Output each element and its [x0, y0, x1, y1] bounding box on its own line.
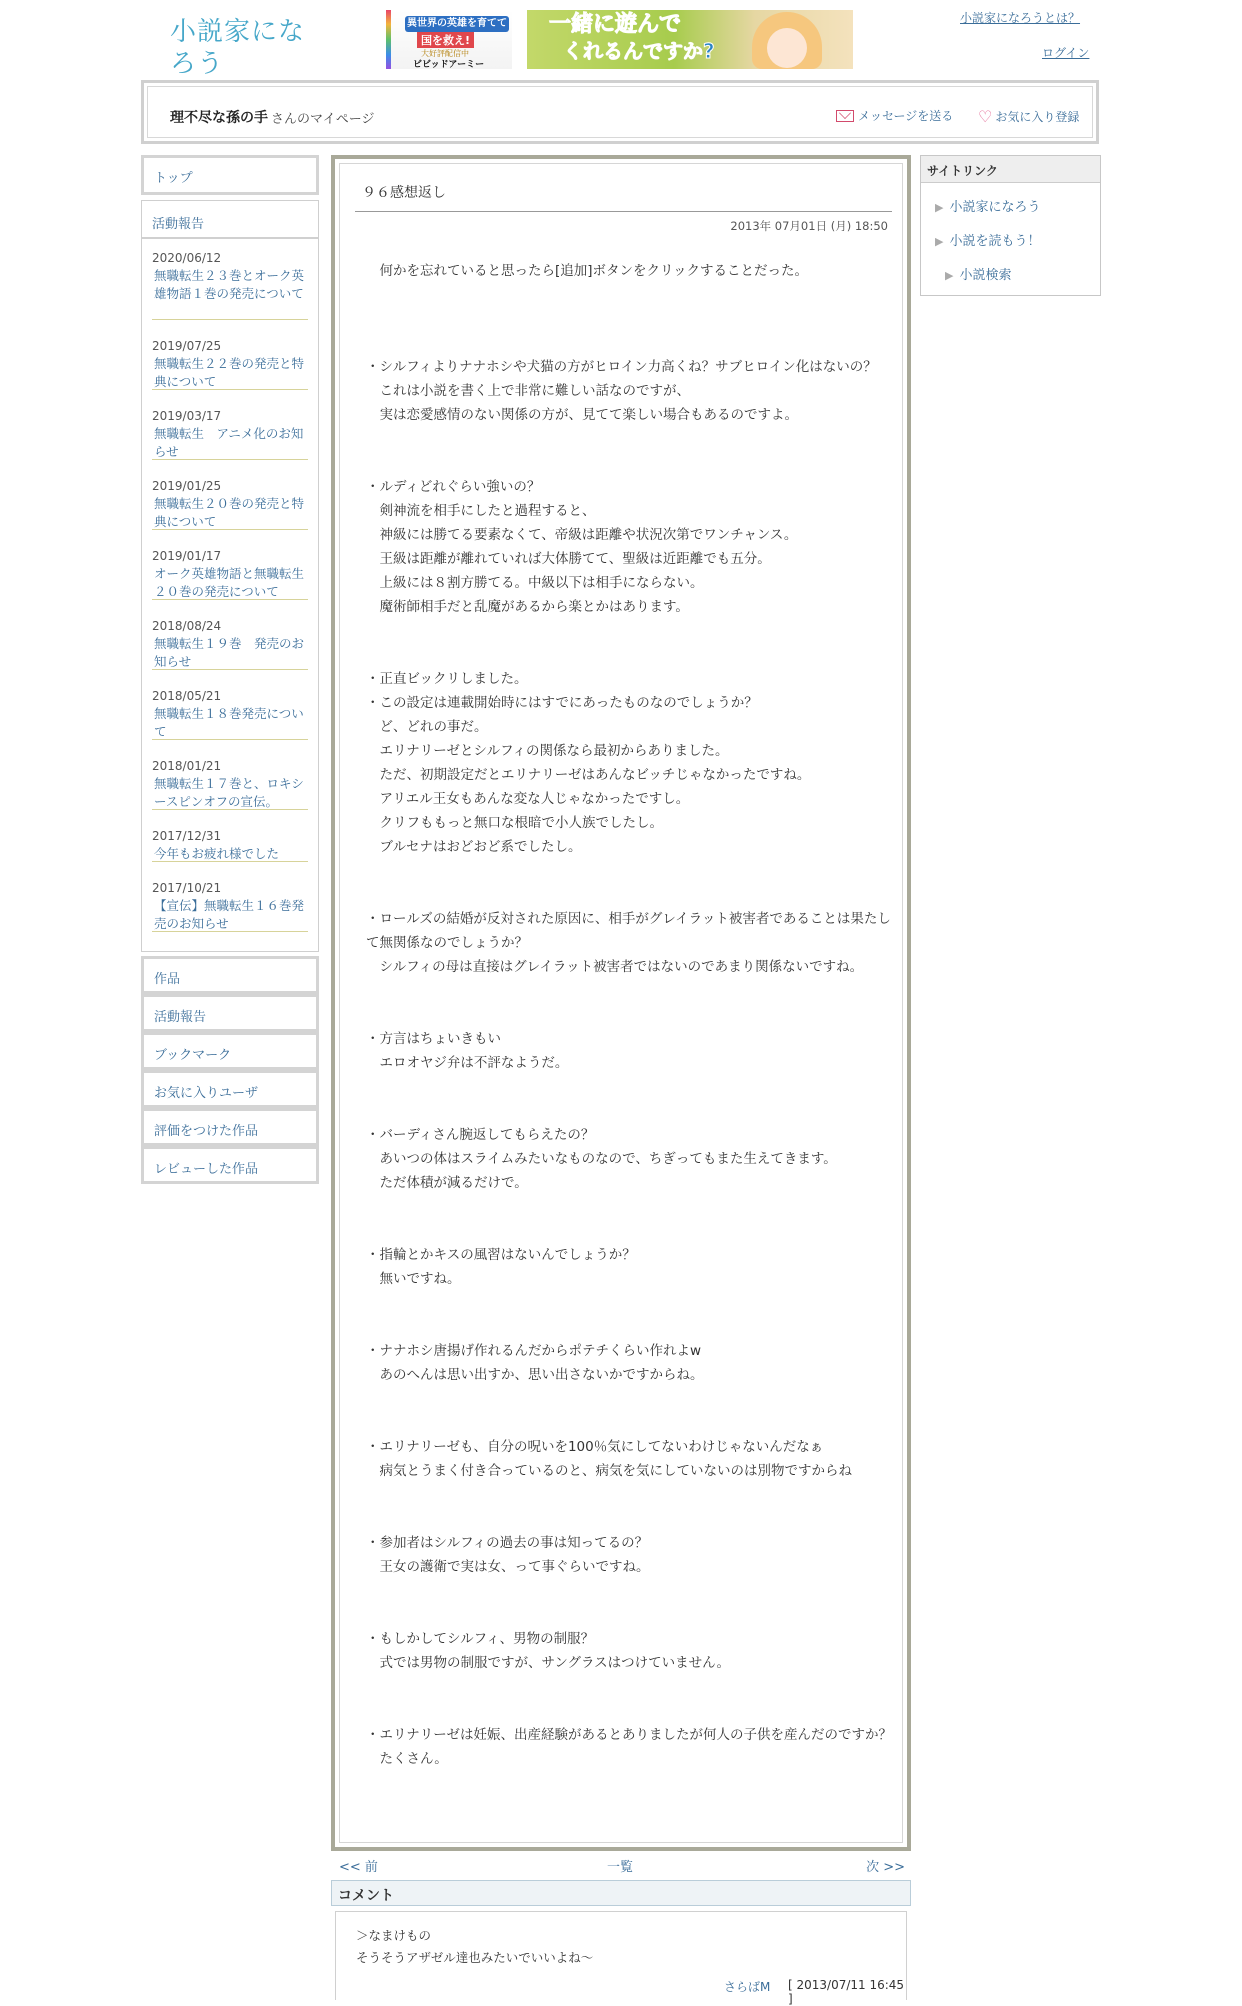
sitelink-yomou[interactable]	[935, 230, 1040, 249]
site-links-heading-label: サイトリンク	[927, 164, 998, 178]
report-date: 2018/08/24	[152, 619, 222, 633]
menu-activity-report[interactable]	[141, 994, 319, 1032]
mail-icon	[836, 110, 854, 122]
about-link[interactable]: 小説家になろうとは？	[960, 11, 1081, 25]
report-date: 2018/01/21	[152, 759, 222, 773]
send-message-button[interactable]	[836, 107, 953, 124]
report-title[interactable]: 無職転生１８巻発売について	[154, 706, 304, 739]
report-item[interactable]	[152, 757, 308, 810]
report-title[interactable]: 無職転生１９巻 発売のお知らせ	[154, 636, 305, 669]
report-date: 2019/03/17	[152, 409, 222, 423]
report-title[interactable]: 今年もお疲れ様でした	[154, 846, 280, 861]
report-date: 2018/05/21	[152, 689, 222, 703]
report-title[interactable]: 無職転生２２巻の発売と特典について	[154, 356, 305, 389]
report-title[interactable]: 無職転生 アニメ化のお知らせ	[154, 426, 304, 459]
report-date: 2019/01/17	[152, 549, 222, 563]
send-message-label: メッセージを送る	[858, 109, 954, 123]
nav-top-label: トップ	[154, 171, 193, 186]
add-favorite-label: お気に入り登録	[995, 110, 1080, 124]
report-item[interactable]	[152, 879, 308, 932]
user-title-box	[141, 80, 1099, 144]
activity-report-heading[interactable]	[142, 201, 318, 239]
report-title[interactable]: 無職転生１７巻と、ロキシースピンオフの宣伝。	[154, 776, 304, 809]
nav-top[interactable]	[141, 155, 319, 195]
report-date: 2019/07/25	[152, 339, 222, 353]
menu-label: 作品	[154, 972, 181, 987]
post-title: ９６感想返し	[362, 185, 446, 201]
site-links	[920, 155, 1101, 296]
menu-works[interactable]	[141, 956, 319, 994]
menu-label: レビューした作品	[154, 1162, 259, 1177]
ad-text: くれるんですか?	[563, 39, 715, 63]
menu-label: 活動報告	[154, 1010, 207, 1025]
report-date: 2017/12/31	[152, 829, 222, 843]
ad-text: 一緒に遊んで	[549, 12, 682, 37]
report-item[interactable]	[152, 547, 308, 600]
sitelink-label: 小説家になろう	[949, 200, 1041, 215]
report-title[interactable]: 無職転生２３巻とオーク英雄物語１巻の発売について	[154, 268, 305, 301]
report-title[interactable]: オーク英雄物語と無職転生２０巻の発売について	[154, 566, 305, 599]
triangle-right-icon: ▶	[935, 235, 944, 248]
ad-banner-character[interactable]	[527, 10, 853, 69]
sitelink-narou[interactable]	[935, 196, 1040, 215]
username: 理不尽な孫の手	[170, 110, 268, 126]
pager	[331, 1856, 911, 1876]
report-title[interactable]: 無職転生２０巻の発売と特典について	[154, 496, 305, 529]
ad-text: 異世界の英雄を育てて	[405, 16, 509, 32]
divider	[355, 211, 892, 212]
report-item[interactable]	[152, 249, 308, 320]
report-date: 2020/06/12	[152, 251, 222, 265]
report-item[interactable]	[152, 617, 308, 670]
post-body: 何かを忘れていると思ったら[追加]ボタンをクリックすることだった。 ・シルフィよりナナホシや犬猫の方がヒロイン力高くね？サブヒロイン化はないの？ これは小説を書く上で非常に難しい話なのですが、 実は恋愛感情のない関係の方が、見てて楽しい場合もあるのですよ。 ・ルディどれぐらい強いの？ 剣神流を相手にしたと過程すると、 神級には勝てる要素なくて、帝級は距離や状況次第でワンチャンス。 王級は距離が離れていれば大体勝てて、聖級は近距離でも五分。 上級には８割方勝てる。中級以下は相手にならない。 魔術師相手だと乱魔があるから楽とかはあります。 ・正直ビックリしました。 ・この設定は連載開始時にはすでにあったものなのでしょうか？ ど、どれの事だ。 エリナリーゼとシルフィの関係なら最初からありました。 ただ、初期設定だとエリナリーゼはあんなビッチじゃなかったですね。 アリエル王女もあんな変な人じゃなかったですし。 クリフももっと無口な根暗で小人族でしたし。 ブルセナはおどおど系でしたし。 ・ロールズの結婚が反対された原因に、相手がグレイラット被害者であることは果たして無関係なのでしょうか？ シルフィの母は直接はグレイラット被害者ではないのであまり関係ないですね。 ・方言はちょいきもい エロオヤジ弁は不評なようだ。 ・バーディさん腕返してもらえたの？ あいつの体はスライムみたいなものなので、ちぎってもまた生えてきます。 ただ体積が減るだけで。 ・指輪とかキスの風習はないんでしょうか？ 無いですね。 ・ナナホシ唐揚げ作れるんだからポテチくらい作れよw あのへんは思い出すか、思い出さないかですからね。 ・エリナリーゼも、自分の呪いを100％気にしてないわけじゃないんだなぁ 病気とうまく付き合っているのと、病気を気にしていないのは別物ですからね ・参加者はシルフィの過去の事は知ってるの？ 王女の護衛で実は女、って事ぐらいですね。 ・もしかしてシルフィ、男物の制服？ 式では男物の制服ですが、サングラスはつけていません。 ・エリナリーゼは妊娠、出産経験があるとありましたが何人の子供を産んだのですか？ たくさん。	[366, 263, 892, 1767]
ad-text: ビビッドアーミー	[413, 60, 485, 70]
report-item[interactable]	[152, 337, 308, 390]
comment-author[interactable]: さらばM	[724, 1980, 771, 1994]
menu-favorite-users[interactable]	[141, 1070, 319, 1108]
list-link[interactable]: 一覧	[607, 1860, 634, 1875]
menu-label: 評価をつけた作品	[154, 1124, 259, 1139]
add-favorite-button[interactable]	[978, 107, 1079, 126]
character-face	[767, 28, 807, 68]
menu-label: ブックマーク	[154, 1048, 232, 1063]
comment-text: ＞なまけもの	[356, 1928, 432, 1943]
report-title[interactable]: 【宣伝】無職転生１６巻発売のお知らせ	[154, 898, 305, 931]
comment-text: そうそうアザゼル達也みたいでいいよね～	[356, 1950, 594, 1965]
comment-heading	[331, 1880, 911, 1906]
heart-icon: ♡	[978, 107, 993, 126]
activity-report-heading-label: 活動報告	[152, 217, 205, 232]
post-panel	[331, 155, 911, 1851]
sitelink-label: 小説を読もう！	[949, 234, 1041, 249]
ad-text: 大好評配信中	[421, 49, 469, 58]
report-item[interactable]	[152, 827, 308, 862]
menu-bookmark[interactable]	[141, 1032, 319, 1070]
menu-label: お気に入りユーザ	[154, 1086, 259, 1101]
post-date: 2013年 07月01日 (月) 18:50	[730, 219, 888, 233]
site-logo[interactable]	[142, 10, 317, 79]
mypage-suffix: さんのマイページ	[271, 112, 375, 127]
site-links-heading	[921, 156, 1100, 183]
comment-item	[335, 1911, 907, 2006]
prev-link[interactable]: << 前	[339, 1860, 378, 1875]
comment-time: [ 2013/07/11 16:45 ]	[788, 1978, 905, 2006]
sitelink-label: 小説検索	[959, 268, 1012, 283]
report-date: 2019/01/25	[152, 479, 222, 493]
activity-report-list	[141, 200, 319, 952]
ad-banner-vivid-army[interactable]	[386, 10, 512, 69]
menu-reviewed-works[interactable]	[141, 1146, 319, 1184]
triangle-right-icon: ▶	[945, 269, 954, 282]
report-item[interactable]	[152, 407, 308, 460]
triangle-right-icon: ▶	[935, 201, 944, 214]
report-date: 2017/10/21	[152, 881, 222, 895]
ad-text: 国を救え!	[417, 32, 474, 48]
report-item[interactable]	[152, 687, 308, 740]
sitelink-search[interactable]	[945, 264, 1011, 283]
login-link[interactable]: ログイン	[1042, 46, 1090, 60]
menu-rated-works[interactable]	[141, 1108, 319, 1146]
report-item[interactable]	[152, 477, 308, 530]
logo-text: 小説家になろう	[170, 17, 306, 79]
comment-heading-label: コメント	[338, 1888, 394, 1904]
next-link[interactable]: 次 >>	[866, 1860, 905, 1875]
